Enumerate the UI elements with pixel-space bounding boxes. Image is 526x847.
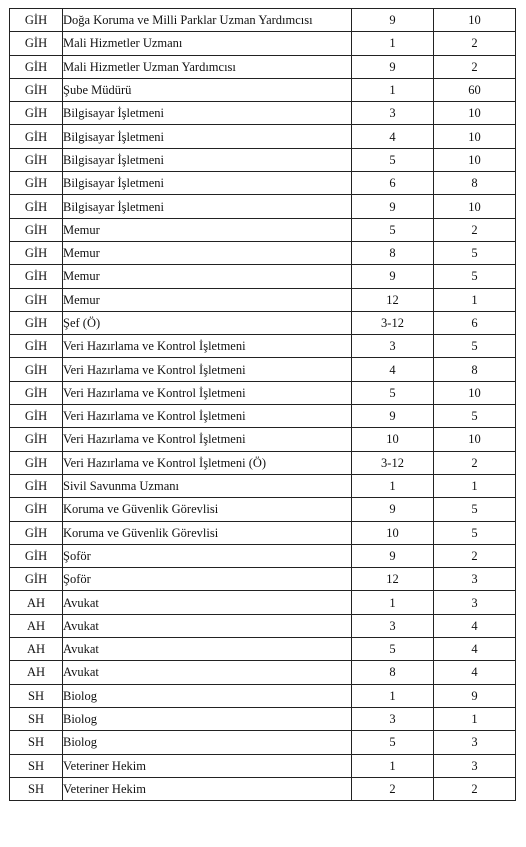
service-class-cell: AH: [10, 661, 63, 684]
position-title-cell: Bilgisayar İşletmeni: [63, 195, 352, 218]
grade-cell: 3-12: [352, 451, 434, 474]
position-title-cell: Koruma ve Güvenlik Görevlisi: [63, 521, 352, 544]
table-row: [10, 754, 516, 777]
count-cell: 2: [434, 55, 516, 78]
position-title-cell: Avukat: [63, 614, 352, 637]
table-row: [10, 358, 516, 381]
count-cell: 10: [434, 195, 516, 218]
grade-cell: 1: [352, 32, 434, 55]
service-class-cell: GİH: [10, 451, 63, 474]
grade-cell: 3: [352, 102, 434, 125]
count-cell: 3: [434, 591, 516, 614]
service-class-cell: GİH: [10, 474, 63, 497]
table-row: [10, 148, 516, 171]
position-title-cell: Veri Hazırlama ve Kontrol İşletmeni: [63, 405, 352, 428]
grade-cell: 1: [352, 754, 434, 777]
table-row: [10, 777, 516, 800]
count-cell: 5: [434, 521, 516, 544]
service-class-cell: GİH: [10, 172, 63, 195]
position-title-cell: Memur: [63, 265, 352, 288]
grade-cell: 1: [352, 591, 434, 614]
position-title-cell: Biolog: [63, 731, 352, 754]
count-cell: 6: [434, 311, 516, 334]
service-class-cell: GİH: [10, 521, 63, 544]
count-cell: 10: [434, 148, 516, 171]
service-class-cell: GİH: [10, 428, 63, 451]
position-title-cell: Memur: [63, 288, 352, 311]
grade-cell: 2: [352, 777, 434, 800]
grade-cell: 9: [352, 9, 434, 32]
grade-cell: 8: [352, 241, 434, 264]
table-row: [10, 428, 516, 451]
position-title-cell: Şube Müdürü: [63, 78, 352, 101]
table-row: [10, 731, 516, 754]
table-row: [10, 568, 516, 591]
position-title-cell: Veri Hazırlama ve Kontrol İşletmeni: [63, 358, 352, 381]
service-class-cell: GİH: [10, 544, 63, 567]
service-class-cell: GİH: [10, 241, 63, 264]
service-class-cell: GİH: [10, 148, 63, 171]
position-title-cell: Sivil Savunma Uzmanı: [63, 474, 352, 497]
table-row: [10, 544, 516, 567]
grade-cell: 8: [352, 661, 434, 684]
table-row: [10, 521, 516, 544]
table-row: [10, 55, 516, 78]
grade-cell: 9: [352, 265, 434, 288]
count-cell: 4: [434, 661, 516, 684]
position-title-cell: Veri Hazırlama ve Kontrol İşletmeni: [63, 381, 352, 404]
grade-cell: 4: [352, 358, 434, 381]
grade-cell: 9: [352, 195, 434, 218]
position-title-cell: Şoför: [63, 544, 352, 567]
position-title-cell: Memur: [63, 218, 352, 241]
service-class-cell: SH: [10, 777, 63, 800]
grade-cell: 5: [352, 731, 434, 754]
count-cell: 5: [434, 405, 516, 428]
count-cell: 10: [434, 102, 516, 125]
grade-cell: 3: [352, 707, 434, 730]
table-row: [10, 474, 516, 497]
table-row: [10, 265, 516, 288]
grade-cell: 3: [352, 614, 434, 637]
count-cell: 3: [434, 754, 516, 777]
grade-cell: 5: [352, 638, 434, 661]
position-title-cell: Biolog: [63, 707, 352, 730]
table-row: [10, 288, 516, 311]
count-cell: 4: [434, 614, 516, 637]
table-row: [10, 381, 516, 404]
service-class-cell: GİH: [10, 195, 63, 218]
service-class-cell: GİH: [10, 102, 63, 125]
grade-cell: 1: [352, 474, 434, 497]
count-cell: 4: [434, 638, 516, 661]
table-row: [10, 125, 516, 148]
service-class-cell: GİH: [10, 568, 63, 591]
service-class-cell: AH: [10, 591, 63, 614]
table-body: [10, 9, 516, 801]
position-title-cell: Veri Hazırlama ve Kontrol İşletmeni (Ö): [63, 451, 352, 474]
service-class-cell: GİH: [10, 218, 63, 241]
count-cell: 2: [434, 777, 516, 800]
position-title-cell: Avukat: [63, 638, 352, 661]
grade-cell: 9: [352, 405, 434, 428]
service-class-cell: SH: [10, 754, 63, 777]
table-row: [10, 684, 516, 707]
table-row: [10, 172, 516, 195]
count-cell: 9: [434, 684, 516, 707]
grade-cell: 9: [352, 498, 434, 521]
table-row: [10, 707, 516, 730]
grade-cell: 4: [352, 125, 434, 148]
grade-cell: 1: [352, 684, 434, 707]
grade-cell: 6: [352, 172, 434, 195]
service-class-cell: GİH: [10, 311, 63, 334]
position-title-cell: Bilgisayar İşletmeni: [63, 148, 352, 171]
count-cell: 8: [434, 358, 516, 381]
grade-cell: 9: [352, 544, 434, 567]
table-row: [10, 218, 516, 241]
count-cell: 10: [434, 9, 516, 32]
count-cell: 5: [434, 335, 516, 358]
position-title-cell: Biolog: [63, 684, 352, 707]
count-cell: 1: [434, 474, 516, 497]
table-row: [10, 451, 516, 474]
position-title-cell: Veri Hazırlama ve Kontrol İşletmeni: [63, 335, 352, 358]
service-class-cell: GİH: [10, 9, 63, 32]
service-class-cell: GİH: [10, 78, 63, 101]
count-cell: 10: [434, 428, 516, 451]
count-cell: 10: [434, 125, 516, 148]
count-cell: 10: [434, 381, 516, 404]
service-class-cell: SH: [10, 707, 63, 730]
service-class-cell: GİH: [10, 498, 63, 521]
position-title-cell: Avukat: [63, 591, 352, 614]
position-title-cell: Mali Hizmetler Uzmanı: [63, 32, 352, 55]
table-row: [10, 9, 516, 32]
count-cell: 2: [434, 544, 516, 567]
position-title-cell: Bilgisayar İşletmeni: [63, 172, 352, 195]
count-cell: 8: [434, 172, 516, 195]
table-row: [10, 78, 516, 101]
service-class-cell: SH: [10, 684, 63, 707]
service-class-cell: AH: [10, 614, 63, 637]
grade-cell: 9: [352, 55, 434, 78]
position-title-cell: Memur: [63, 241, 352, 264]
count-cell: 60: [434, 78, 516, 101]
position-title-cell: Doğa Koruma ve Milli Parklar Uzman Yardımcısı: [63, 9, 352, 32]
grade-cell: 12: [352, 568, 434, 591]
count-cell: 1: [434, 288, 516, 311]
position-title-cell: Bilgisayar İşletmeni: [63, 102, 352, 125]
staff-table: [9, 8, 516, 801]
count-cell: 1: [434, 707, 516, 730]
table-row: [10, 311, 516, 334]
count-cell: 5: [434, 265, 516, 288]
table-row: [10, 614, 516, 637]
table-row: [10, 405, 516, 428]
service-class-cell: GİH: [10, 358, 63, 381]
table-row: [10, 335, 516, 358]
count-cell: 2: [434, 32, 516, 55]
count-cell: 5: [434, 498, 516, 521]
grade-cell: 3-12: [352, 311, 434, 334]
position-title-cell: Şef (Ö): [63, 311, 352, 334]
position-title-cell: Şoför: [63, 568, 352, 591]
table-row: [10, 498, 516, 521]
table-row: [10, 638, 516, 661]
position-title-cell: Bilgisayar İşletmeni: [63, 125, 352, 148]
position-title-cell: Veteriner Hekim: [63, 777, 352, 800]
table-row: [10, 661, 516, 684]
service-class-cell: GİH: [10, 381, 63, 404]
service-class-cell: GİH: [10, 125, 63, 148]
service-class-cell: GİH: [10, 32, 63, 55]
table-row: [10, 591, 516, 614]
grade-cell: 10: [352, 428, 434, 451]
position-title-cell: Koruma ve Güvenlik Görevlisi: [63, 498, 352, 521]
table-row: [10, 102, 516, 125]
table-row: [10, 241, 516, 264]
service-class-cell: GİH: [10, 335, 63, 358]
count-cell: 2: [434, 451, 516, 474]
position-title-cell: Mali Hizmetler Uzman Yardımcısı: [63, 55, 352, 78]
grade-cell: 10: [352, 521, 434, 544]
count-cell: 5: [434, 241, 516, 264]
service-class-cell: SH: [10, 731, 63, 754]
count-cell: 2: [434, 218, 516, 241]
position-title-cell: Avukat: [63, 661, 352, 684]
service-class-cell: GİH: [10, 55, 63, 78]
service-class-cell: AH: [10, 638, 63, 661]
service-class-cell: GİH: [10, 265, 63, 288]
table-row: [10, 32, 516, 55]
grade-cell: 1: [352, 78, 434, 101]
count-cell: 3: [434, 731, 516, 754]
grade-cell: 5: [352, 381, 434, 404]
service-class-cell: GİH: [10, 288, 63, 311]
position-title-cell: Veteriner Hekim: [63, 754, 352, 777]
position-title-cell: Veri Hazırlama ve Kontrol İşletmeni: [63, 428, 352, 451]
service-class-cell: GİH: [10, 405, 63, 428]
grade-cell: 5: [352, 148, 434, 171]
grade-cell: 12: [352, 288, 434, 311]
count-cell: 3: [434, 568, 516, 591]
grade-cell: 5: [352, 218, 434, 241]
grade-cell: 3: [352, 335, 434, 358]
table-row: [10, 195, 516, 218]
